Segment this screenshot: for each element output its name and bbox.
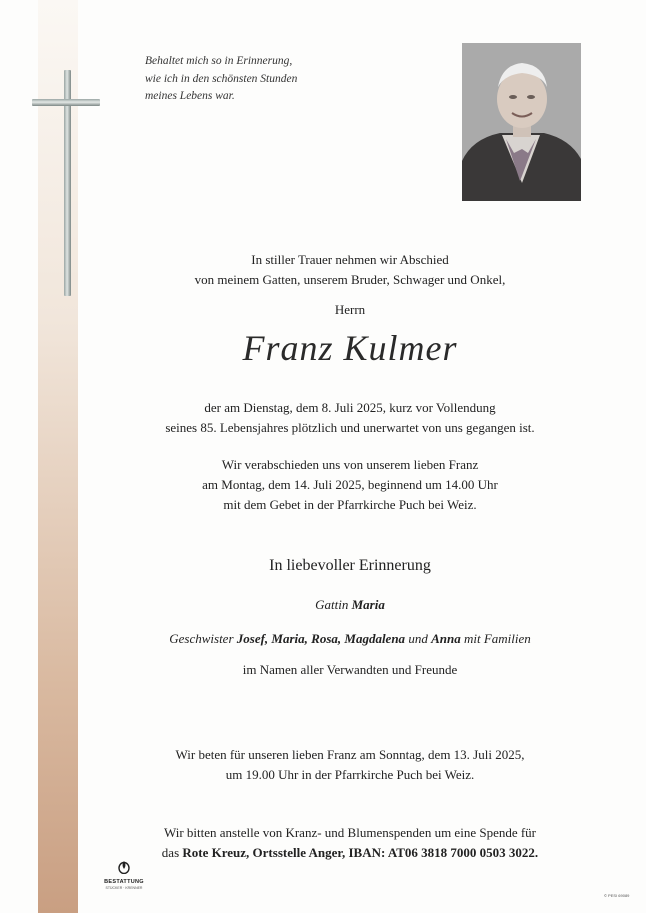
prayer-line: Wir beten für unseren lieben Franz am Sonntag, dem 13. Juli 2025, [175, 747, 525, 762]
siblings-label: Geschwister [169, 631, 234, 646]
spouse-name: Maria [351, 597, 385, 612]
memory-heading: In liebevoller Erinnerung [269, 557, 431, 574]
funeral-line: mit dem Gebet in der Pfarrkirche Puch bei Weiz. [223, 497, 477, 512]
siblings-suffix: mit Familien [463, 631, 531, 646]
funeral-line: am Montag, dem 14. Juli 2025, beginnend um 14.00 Uhr [202, 477, 498, 492]
donation-details: Rote Kreuz, Ortsstelle Anger, IBAN: AT06 3818 7000 0503 3022. [182, 845, 539, 860]
flame-icon [117, 858, 131, 874]
relatives-line: im Namen aller Verwandten und Freunde [242, 662, 458, 677]
intro-text [100, 250, 600, 290]
death-line: der am Dienstag, dem 8. Juli 2025, kurz vor Vollendung [204, 400, 496, 415]
death-notice [100, 398, 600, 438]
siblings-und: und [408, 631, 428, 646]
funeral-notice [100, 455, 600, 515]
logo-subtitle: STÜCKER · KRENNER [105, 886, 143, 890]
donation-line [100, 843, 600, 863]
siblings-last-name: Anna [431, 631, 461, 646]
portrait-photo [462, 43, 581, 201]
donation-prefix: das [161, 845, 180, 860]
siblings-names: Josef, Maria, Rosa, Magdalena [236, 631, 406, 646]
intro-line: von meinem Gatten, unserem Bruder, Schwager und Onkel, [194, 272, 506, 287]
logo-name: BESTATTUNG [104, 879, 144, 885]
quote-line: Behaltet mich so in Erinnerung, [145, 55, 293, 67]
quote-line: meines Lebens war. [145, 90, 235, 102]
cross-icon-bar [32, 99, 100, 106]
prayer-notice [100, 745, 600, 785]
donation-line: Wir bitten anstelle von Kranz- und Blumenspenden um eine Spende für [163, 825, 537, 840]
spouse-line [100, 595, 600, 615]
spouse-label: Gattin [315, 597, 349, 612]
quote-line: wie ich in den schönsten Stunden [145, 72, 298, 85]
print-code: © PESI 69089 [604, 893, 630, 898]
salutation: Herrn [334, 302, 366, 317]
memorial-quote [145, 53, 375, 106]
deceased-name: Franz Kulmer [242, 328, 458, 368]
donation-notice [100, 823, 600, 863]
intro-line: In stiller Trauer nehmen wir Abschied [251, 252, 449, 267]
funeral-home-logo [101, 858, 147, 891]
death-line: seines 85. Lebensjahres plötzlich und unerwartet von uns gegangen ist. [165, 420, 535, 435]
funeral-line: Wir verabschieden uns von unserem lieben Franz [221, 457, 479, 472]
decorative-band [38, 0, 78, 913]
siblings-line [100, 629, 600, 649]
prayer-line: um 19.00 Uhr in der Pfarrkirche Puch bei Weiz. [225, 767, 475, 782]
